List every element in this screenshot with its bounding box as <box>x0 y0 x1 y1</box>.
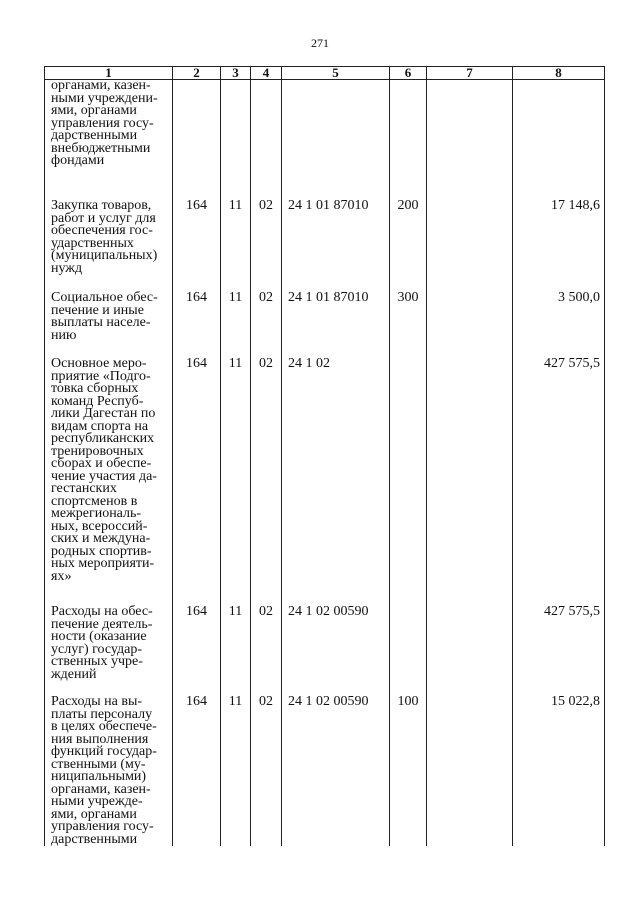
name-line: ями, органами <box>51 103 137 118</box>
name-line: ударственных <box>51 235 134 251</box>
name-line: ниципальными) <box>51 769 147 784</box>
table-row <box>45 690 605 846</box>
target-article-code: 24 1 01 87010 <box>282 286 390 352</box>
name-line: Расходы на вы- <box>51 694 143 709</box>
name-line: печение деятель- <box>51 616 153 632</box>
section-code: 11 <box>221 194 251 286</box>
name-line: нужд <box>51 260 83 276</box>
name-line: управления госу- <box>51 819 154 834</box>
name-line: ности (оказание <box>51 629 147 644</box>
name-line: ными учрежде- <box>51 794 143 809</box>
amount-col7 <box>427 690 513 846</box>
page-number: 271 <box>311 36 329 50</box>
amount: 427 575,5 <box>513 598 605 690</box>
target-article-code: 24 1 02 <box>282 352 390 598</box>
target-article-code <box>282 80 390 195</box>
subsection-code: 02 <box>251 286 282 352</box>
amount-col7 <box>427 194 513 286</box>
expense-type-code: 300 <box>390 286 427 352</box>
name-line: органами, казен- <box>51 78 151 93</box>
amount-col7 <box>427 80 513 195</box>
name-line: ственными (му- <box>51 756 146 772</box>
budget-table <box>44 66 605 846</box>
subsection-code: 02 <box>251 352 282 598</box>
table-row <box>45 194 605 286</box>
name-line: сборах и обеспе- <box>51 456 152 471</box>
admin-code: 164 <box>173 286 221 352</box>
name-line: ных, всероссий- <box>51 518 148 534</box>
amount-col7 <box>427 598 513 690</box>
name-line: функций государ- <box>51 744 157 759</box>
section-code: 11 <box>221 286 251 352</box>
name-line: команд Респуб- <box>51 393 144 409</box>
name-line: работ и услуг для <box>51 210 156 226</box>
admin-code: 164 <box>173 690 221 846</box>
name-line: ях» <box>51 568 72 584</box>
name-line: обеспечения гос- <box>51 223 153 238</box>
section-code: 11 <box>221 690 251 846</box>
name-line: спортсменов в <box>51 493 138 509</box>
row-name <box>45 80 173 195</box>
name-line: управления госу- <box>51 115 154 131</box>
name-line: ских и междуна- <box>51 531 151 546</box>
row-name <box>45 194 173 286</box>
admin-code: 164 <box>173 352 221 598</box>
section-code <box>221 80 251 195</box>
table-row <box>45 598 605 690</box>
name-line: родных спортив- <box>51 543 152 559</box>
column-header-4: 4 <box>251 67 282 80</box>
name-line: дарственными <box>51 831 138 847</box>
name-line: (муниципальных) <box>51 248 158 263</box>
section-code: 11 <box>221 352 251 598</box>
table-row <box>45 80 605 195</box>
column-header-1: 1 <box>45 67 173 80</box>
name-line: Закупка товаров, <box>51 198 152 213</box>
row-name <box>45 286 173 352</box>
name-line: фондами <box>51 153 105 168</box>
subsection-code: 02 <box>251 690 282 846</box>
name-line: ных мероприяти- <box>51 556 155 571</box>
admin-code: 164 <box>173 598 221 690</box>
subsection-code: 02 <box>251 194 282 286</box>
amount: 15 022,8 <box>513 690 605 846</box>
amount-col7 <box>427 286 513 352</box>
name-line: печение и иные <box>51 302 144 318</box>
name-line: ждений <box>51 666 97 682</box>
name-line: органами, казен- <box>51 781 151 797</box>
section-code: 11 <box>221 598 251 690</box>
amount-col7 <box>427 352 513 598</box>
column-header-5: 5 <box>282 67 390 80</box>
name-line: Социальное обес- <box>51 290 158 305</box>
row-name <box>45 352 173 598</box>
name-line: нию <box>51 327 77 343</box>
column-header-6: 6 <box>390 67 427 80</box>
expense-type-code: 100 <box>390 690 427 846</box>
column-header-2: 2 <box>173 67 221 80</box>
row-name <box>45 598 173 690</box>
expense-type-code <box>390 598 427 690</box>
name-line: лики Дагестан по <box>51 406 156 421</box>
name-line: ными учреждени- <box>51 90 158 106</box>
admin-code: 164 <box>173 194 221 286</box>
subsection-code <box>251 80 282 195</box>
expense-type-code <box>390 80 427 195</box>
name-line: дарственными <box>51 128 138 143</box>
name-line: Расходы на обес- <box>51 604 153 619</box>
amount: 3 500,0 <box>513 286 605 352</box>
name-line: республиканских <box>51 431 155 446</box>
name-line: ния выполнения <box>51 731 149 747</box>
admin-code <box>173 80 221 195</box>
name-line: товка сборных <box>51 381 139 396</box>
name-line: платы персоналу <box>51 706 153 722</box>
name-line: межрегиональ- <box>51 506 142 521</box>
amount <box>513 80 605 195</box>
name-line: ственных учре- <box>51 654 143 669</box>
name-line: тренировочных <box>51 443 144 459</box>
amount: 17 148,6 <box>513 194 605 286</box>
name-line: чение участия да- <box>51 468 157 484</box>
name-line: услуг) государ- <box>51 641 142 657</box>
name-line: в целях обеспече- <box>51 719 157 734</box>
table-row <box>45 286 605 352</box>
expense-type-code: 200 <box>390 194 427 286</box>
subsection-code: 02 <box>251 598 282 690</box>
name-line: приятие «Подго- <box>51 368 151 384</box>
name-line: ями, органами <box>51 806 137 822</box>
target-article-code: 24 1 02 00590 <box>282 598 390 690</box>
name-line: гестанских <box>51 481 117 496</box>
name-line: видам спорта на <box>51 418 149 434</box>
name-line: выплаты населе- <box>51 315 151 330</box>
target-article-code: 24 1 01 87010 <box>282 194 390 286</box>
row-name <box>45 690 173 846</box>
amount: 427 575,5 <box>513 352 605 598</box>
expense-type-code <box>390 352 427 598</box>
target-article-code: 24 1 02 00590 <box>282 690 390 846</box>
table-row <box>45 352 605 598</box>
name-line: внебюджетными <box>51 140 151 156</box>
name-line: Основное меро- <box>51 356 147 371</box>
column-header-8: 8 <box>513 67 605 80</box>
column-header-7: 7 <box>427 67 513 80</box>
column-header-3: 3 <box>221 67 251 80</box>
